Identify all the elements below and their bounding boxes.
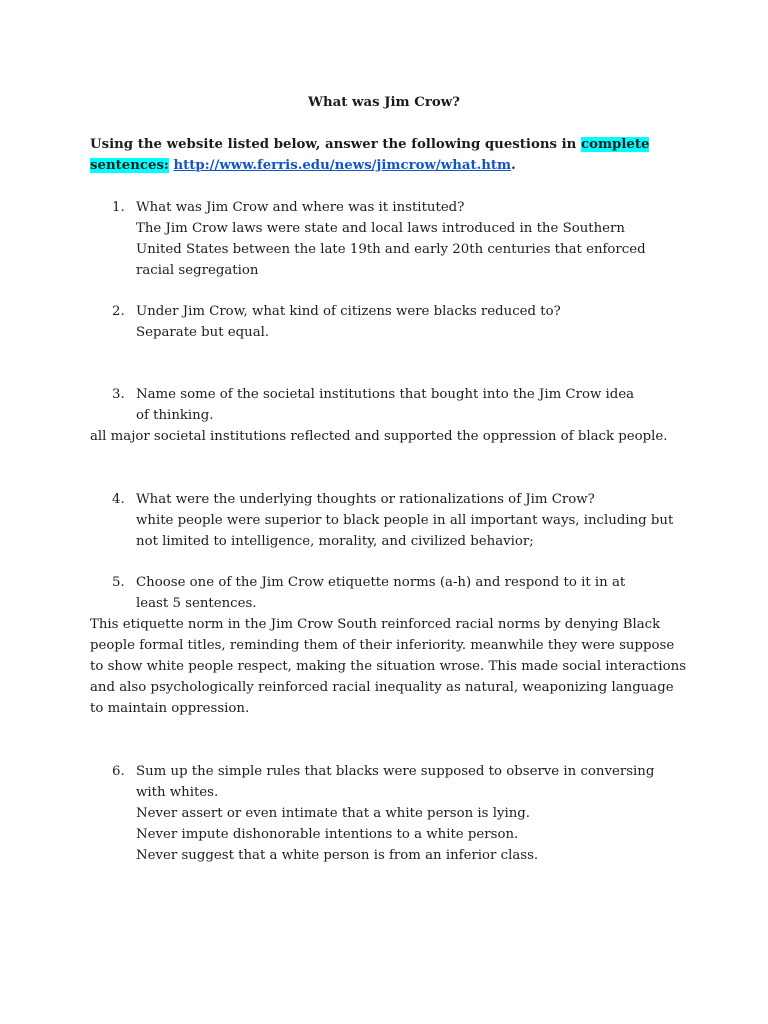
question-text: Choose one of the Jim Crow etiquette norms (a-h) and respond to it in at least 5 sentences. [136, 575, 626, 611]
question-text: Name some of the societal institutions that bought into the Jim Crow idea of thinking. [136, 387, 635, 423]
question-5 [90, 572, 690, 614]
question-text: Sum up the simple rules that blacks were supposed to observe in conversing with whites. [136, 764, 655, 800]
question-number: 1. [112, 200, 125, 215]
answer-line: Never suggest that a white person is from an inferior class. [136, 848, 539, 863]
question-4 [90, 489, 690, 552]
question-number: 3. [112, 387, 125, 402]
website-link[interactable]: http://www.ferris.edu/news/jimcrow/what.htm [173, 158, 512, 173]
page-title: What was Jim Crow? [308, 95, 460, 110]
question-2 [90, 301, 690, 343]
instructions-period: . [511, 158, 516, 173]
question-6 [90, 761, 690, 866]
answer-5: This etiquette norm in the Jim Crow South reinforced racial norms by denying Black people formal titles, reminding them of their inferiority. meanwhile they were suppose to show white people respect, making the situation wrose. This made social interactions and also psychologically reinforced racial inequality as natural, weaponizing language to maintain oppression. [90, 617, 687, 716]
answer-text: Separate but equal. [136, 325, 270, 340]
answer-3: all major societal institutions reflected and supported the oppression of black people. [90, 429, 668, 444]
highlighted-text-sentences: sentences: [90, 158, 169, 173]
question-number: 5. [112, 575, 125, 590]
answer-line: Never assert or even intimate that a white person is lying. [136, 806, 531, 821]
question-number: 6. [112, 764, 125, 779]
instructions [90, 134, 690, 176]
question-number: 4. [112, 492, 125, 507]
answer-text: The Jim Crow laws were state and local laws introduced in the Southern United States between the late 19th and early 20th centuries that enforced racial segregation [136, 221, 646, 278]
answer-line: Never impute dishonorable intentions to a white person. [136, 827, 519, 842]
question-text: What was Jim Crow and where was it instituted? [136, 200, 465, 215]
question-1 [90, 197, 690, 281]
question-3 [90, 384, 690, 426]
instructions-text: Using the website listed below, answer the following questions in [90, 137, 581, 152]
answer-text: white people were superior to black people in all important ways, including but not limited to intelligence, morality, and civilized behavior; [136, 513, 674, 549]
question-number: 2. [112, 304, 125, 319]
question-text: Under Jim Crow, what kind of citizens were blacks reduced to? [136, 304, 561, 319]
highlighted-text-complete: complete [580, 137, 650, 152]
question-text: What were the underlying thoughts or rationalizations of Jim Crow? [136, 492, 595, 507]
